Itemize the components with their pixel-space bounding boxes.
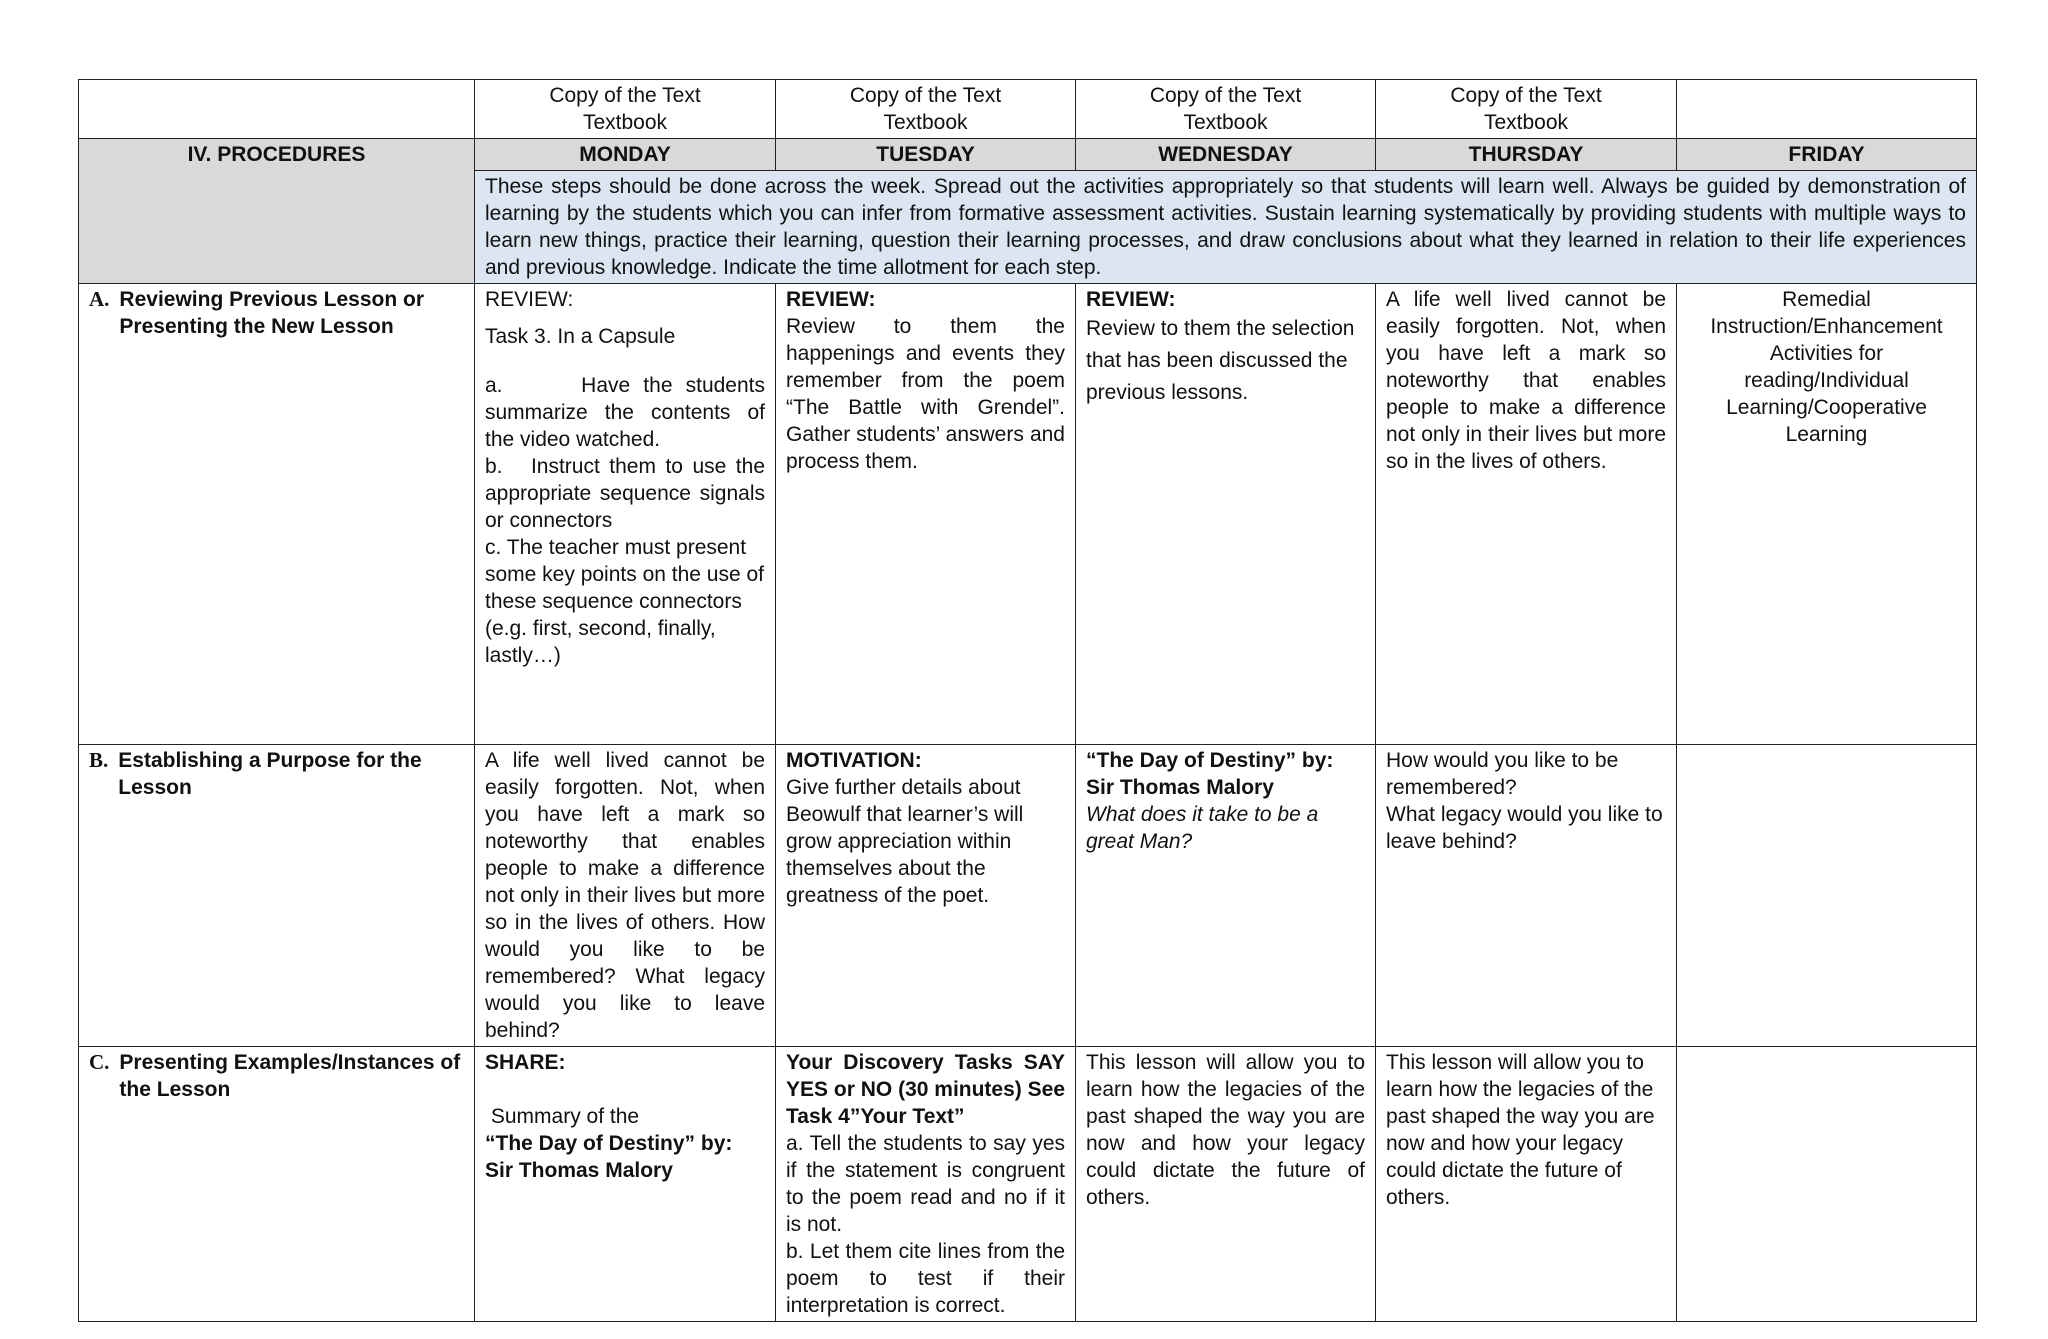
table-row-c: [79, 1047, 1977, 1322]
copy-header-row: [79, 80, 1977, 139]
day-thursday: THURSDAY: [1376, 139, 1677, 171]
row-heading-b: B. Establishing a Purpose for the Lesson: [79, 745, 475, 1047]
procedures-title: PROCEDURES: [217, 143, 366, 166]
cell-b-wednesday: “The Day of Destiny” by: Sir Thomas Malory What does it take to be a great Man?: [1076, 745, 1376, 1047]
day-header-row: [79, 139, 1977, 171]
cell-c-monday: SHARE: Summary of the “The Day of Destiny” by: Sir Thomas Malory: [475, 1047, 776, 1322]
copy-cell-friday: [1677, 80, 1977, 139]
lesson-plan-table: [78, 79, 1977, 1322]
copy-cell-monday: Copy of the Text Textbook: [475, 80, 776, 139]
day-tuesday: TUESDAY: [776, 139, 1076, 171]
copy-cell-wednesday: Copy of the Text Textbook: [1076, 80, 1376, 139]
day-friday: FRIDAY: [1677, 139, 1977, 171]
cell-c-tuesday: Your Discovery Tasks SAY YES or NO (30 minutes) See Task 4”Your Text” a. Tell the students to say yes if the statement is congruent to the poem read and no if it is not. b. Let them cite lines from the poem to test if their interpretation is correct.: [776, 1047, 1076, 1322]
cell-b-monday: A life well lived cannot be easily forgotten. Not, when you have left a mark so noteworthy that enables people to make a difference not only in their lives but more so in the lives of others. How would you like to be remembered? What legacy would you like to leave behind?: [475, 745, 776, 1047]
cell-a-tuesday: REVIEW: Review to them the happenings and events they remember from the poem “The Battle with Grendel”. Gather students’ answers and process them.: [776, 284, 1076, 745]
cell-c-thursday: This lesson will allow you to learn how the legacies of the past shaped the way you are now and how your legacy could dictate the future of others.: [1376, 1047, 1677, 1322]
cell-a-thursday: A life well lived cannot be easily forgotten. Not, when you have left a mark so noteworthy that enables people to make a difference not only in their lives but more so in the lives of others.: [1376, 284, 1677, 745]
copy-cell-thursday: Copy of the Text Textbook: [1376, 80, 1677, 139]
cell-b-friday: [1677, 745, 1977, 1047]
table-row-b: [79, 745, 1977, 1047]
cell-a-wednesday: REVIEW: Review to them the selection that has been discussed the previous lessons.: [1076, 284, 1376, 745]
row-heading-a: A. Reviewing Previous Lesson or Presenting the New Lesson: [79, 284, 475, 745]
procedures-note: These steps should be done across the week. Spread out the activities appropriately so that students will learn well. Always be guided by demonstration of learning by the students which you can infer from formative assessment activities. Sustain learning systematically by providing students with multiple ways to learn new things, practice their learning, question their learning processes, and draw conclusions about what they learned in relation to their life experiences and previous knowledge. Indicate the time allotment for each step.: [475, 171, 1977, 284]
cell-a-friday: Remedial Instruction/Enhancement Activities for reading/Individual Learning/Cooperative Learning: [1677, 284, 1977, 745]
row-heading-c: C. Presenting Examples/Instances of the Lesson: [79, 1047, 475, 1322]
cell-b-tuesday: MOTIVATION: Give further details about Beowulf that learner’s will grow appreciation within themselves about the greatness of the poet.: [776, 745, 1076, 1047]
empty-corner-cell: [79, 80, 475, 139]
procedures-heading-cell: IV. PROCEDURES: [79, 139, 475, 284]
cell-b-thursday: How would you like to be remembered? What legacy would you like to leave behind?: [1376, 745, 1677, 1047]
cell-a-monday: REVIEW: Task 3. In a Capsule a. Have the students summarize the contents of the video watched. b. Instruct them to use the appropriate sequence signals or connectors c. The teacher must present some key points on the use of these sequence connectors (e.g. first, second, finally, lastly…): [475, 284, 776, 745]
cell-c-friday: [1677, 1047, 1977, 1322]
day-wednesday: WEDNESDAY: [1076, 139, 1376, 171]
cell-c-wednesday: This lesson will allow you to learn how the legacies of the past shaped the way you are now and how your legacy could dictate the future of others.: [1076, 1047, 1376, 1322]
day-monday: MONDAY: [475, 139, 776, 171]
table-row-a: [79, 284, 1977, 745]
copy-cell-tuesday: Copy of the Text Textbook: [776, 80, 1076, 139]
